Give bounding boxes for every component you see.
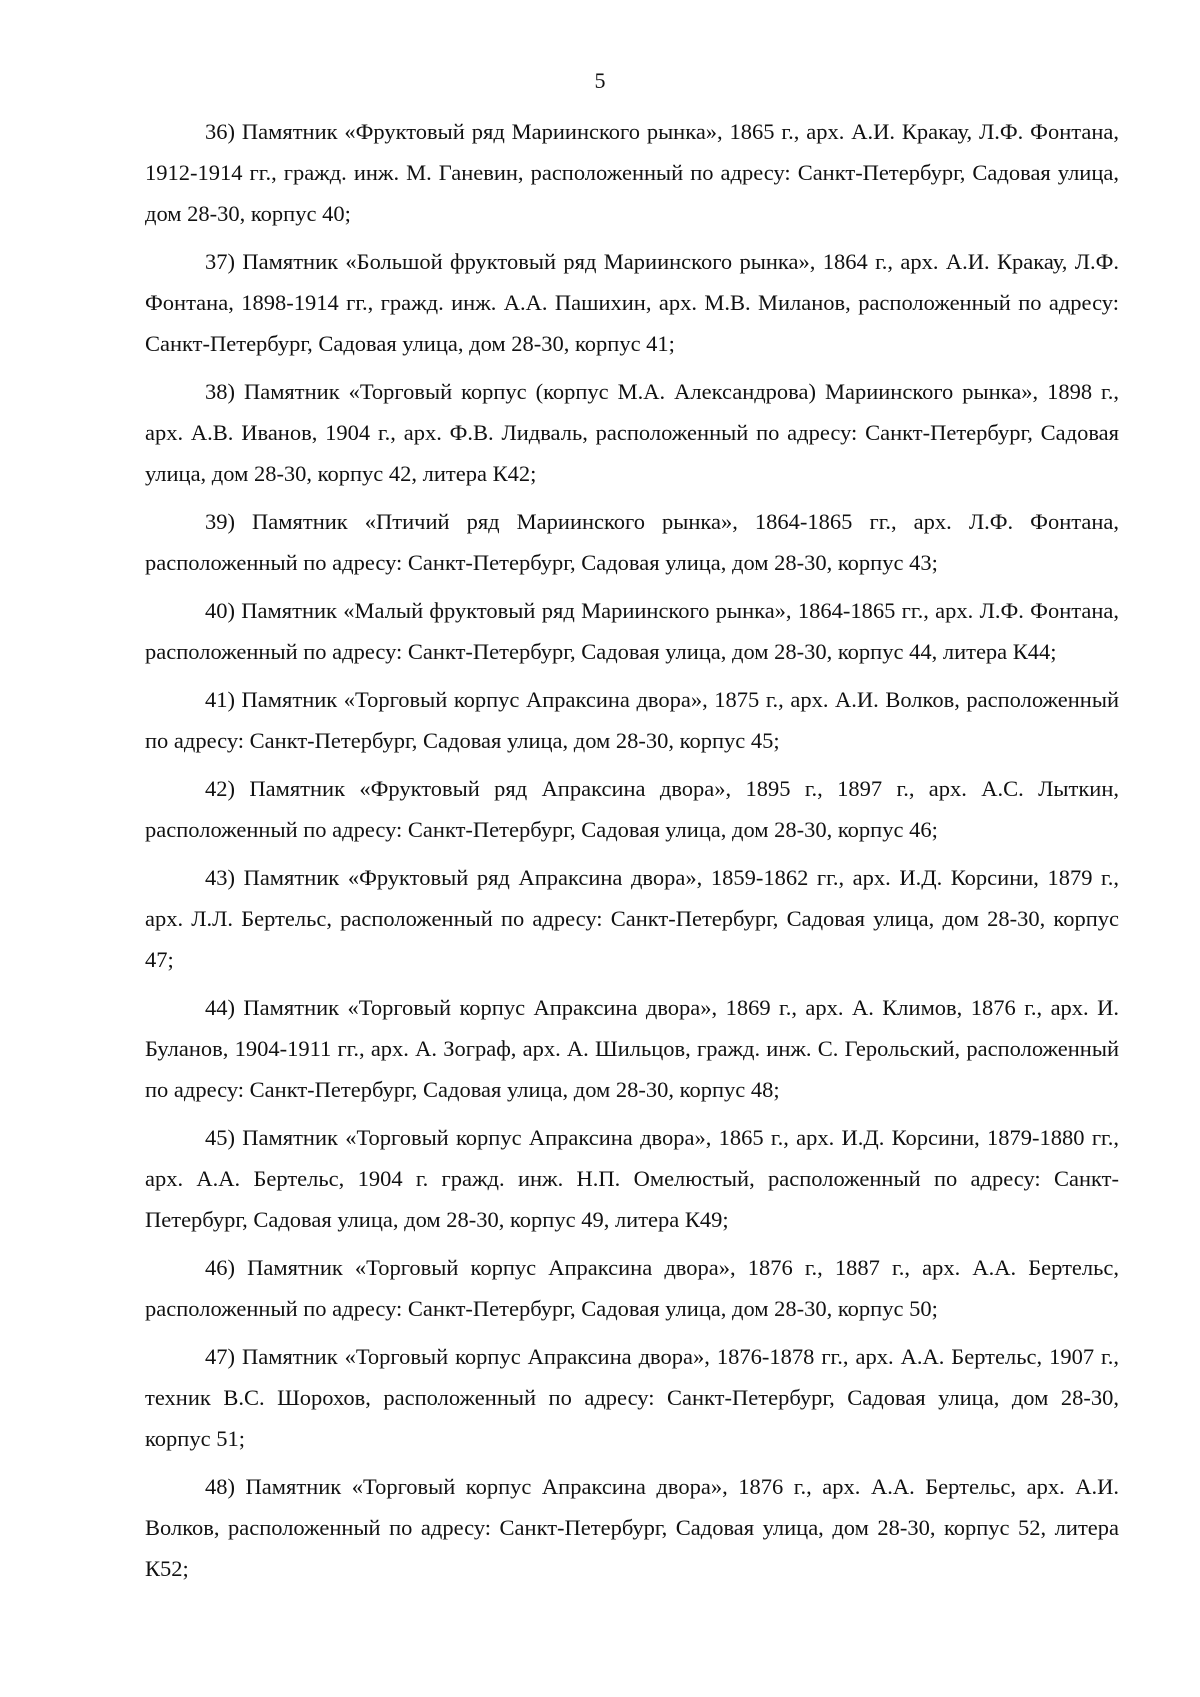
monument-list: [145, 111, 1119, 1596]
list-item: 37) Памятник «Большой фруктовый ряд Мариинского рынка», 1864 г., арх. А.И. Кракау, Л.Ф. Фонтана, 1898-1914 гг., гражд. инж. А.А. Пашихин, арх. М.В. Миланов, расположенный по адресу: Санкт-Петербург, Садовая улица, дом 28-30, корпус 41;: [145, 249, 1119, 356]
list-item: 42) Памятник «Фруктовый ряд Апраксина двора», 1895 г., 1897 г., арх. А.С. Лыткин, расположенный по адресу: Санкт-Петербург, Садовая улица, дом 28-30, корпус 46;: [145, 776, 1119, 842]
page-number: 5: [594, 68, 606, 93]
list-item: 43) Памятник «Фруктовый ряд Апраксина двора», 1859-1862 гг., арх. И.Д. Корсини, 1879 г., арх. Л.Л. Бертельс, расположенный по адресу: Санкт-Петербург, Садовая улица, дом 28-30, корпус 47;: [145, 865, 1119, 972]
list-item: 48) Памятник «Торговый корпус Апраксина двора», 1876 г., арх. А.А. Бертельс, арх. А.И. Волков, расположенный по адресу: Санкт-Петербург, Садовая улица, дом 28-30, корпус 52, литера К52;: [145, 1474, 1119, 1581]
list-item: 36) Памятник «Фруктовый ряд Мариинского рынка», 1865 г., арх. А.И. Кракау, Л.Ф. Фонтана, 1912-1914 гг., гражд. инж. М. Ганевин, расположенный по адресу: Санкт-Петербург, Садовая улица, дом 28-30, корпус 40;: [145, 119, 1119, 226]
list-item: 44) Памятник «Торговый корпус Апраксина двора», 1869 г., арх. А. Климов, 1876 г., арх. И. Буланов, 1904-1911 гг., арх. А. Зограф, арх. А. Шильцов, гражд. инж. С. Герольский, расположенный по адресу: Санкт-Петербург, Садовая улица, дом 28-30, корпус 48;: [145, 995, 1119, 1102]
list-item: 47) Памятник «Торговый корпус Апраксина двора», 1876-1878 гг., арх. А.А. Бертельс, 1907 г., техник В.С. Шорохов, расположенный по адресу: Санкт-Петербург, Садовая улица, дом 28-30, корпус 51;: [145, 1344, 1119, 1451]
list-item: 45) Памятник «Торговый корпус Апраксина двора», 1865 г., арх. И.Д. Корсини, 1879-1880 гг., арх. А.А. Бертельс, 1904 г. гражд. инж. Н.П. Омелюстый, расположенный по адресу: Санкт-Петербург, Садовая улица, дом 28-30, корпус 49, литера К49;: [145, 1125, 1119, 1232]
list-item: 46) Памятник «Торговый корпус Апраксина двора», 1876 г., 1887 г., арх. А.А. Бертельс, расположенный по адресу: Санкт-Петербург, Садовая улица, дом 28-30, корпус 50;: [145, 1255, 1119, 1321]
list-item: 41) Памятник «Торговый корпус Апраксина двора», 1875 г., арх. А.И. Волков, расположенный по адресу: Санкт-Петербург, Садовая улица, дом 28-30, корпус 45;: [145, 687, 1119, 753]
list-item: 38) Памятник «Торговый корпус (корпус М.А. Александрова) Мариинского рынка», 1898 г., арх. А.В. Иванов, 1904 г., арх. Ф.В. Лидваль, расположенный по адресу: Санкт-Петербург, Садовая улица, дом 28-30, корпус 42, литера К42;: [145, 379, 1119, 486]
list-item: 39) Памятник «Птичий ряд Мариинского рынка», 1864-1865 гг., арх. Л.Ф. Фонтана, расположенный по адресу: Санкт-Петербург, Садовая улица, дом 28-30, корпус 43;: [145, 509, 1119, 575]
list-item: 40) Памятник «Малый фруктовый ряд Мариинского рынка», 1864-1865 гг., арх. Л.Ф. Фонтана, расположенный по адресу: Санкт-Петербург, Садовая улица, дом 28-30, корпус 44, литера К44;: [145, 598, 1119, 664]
